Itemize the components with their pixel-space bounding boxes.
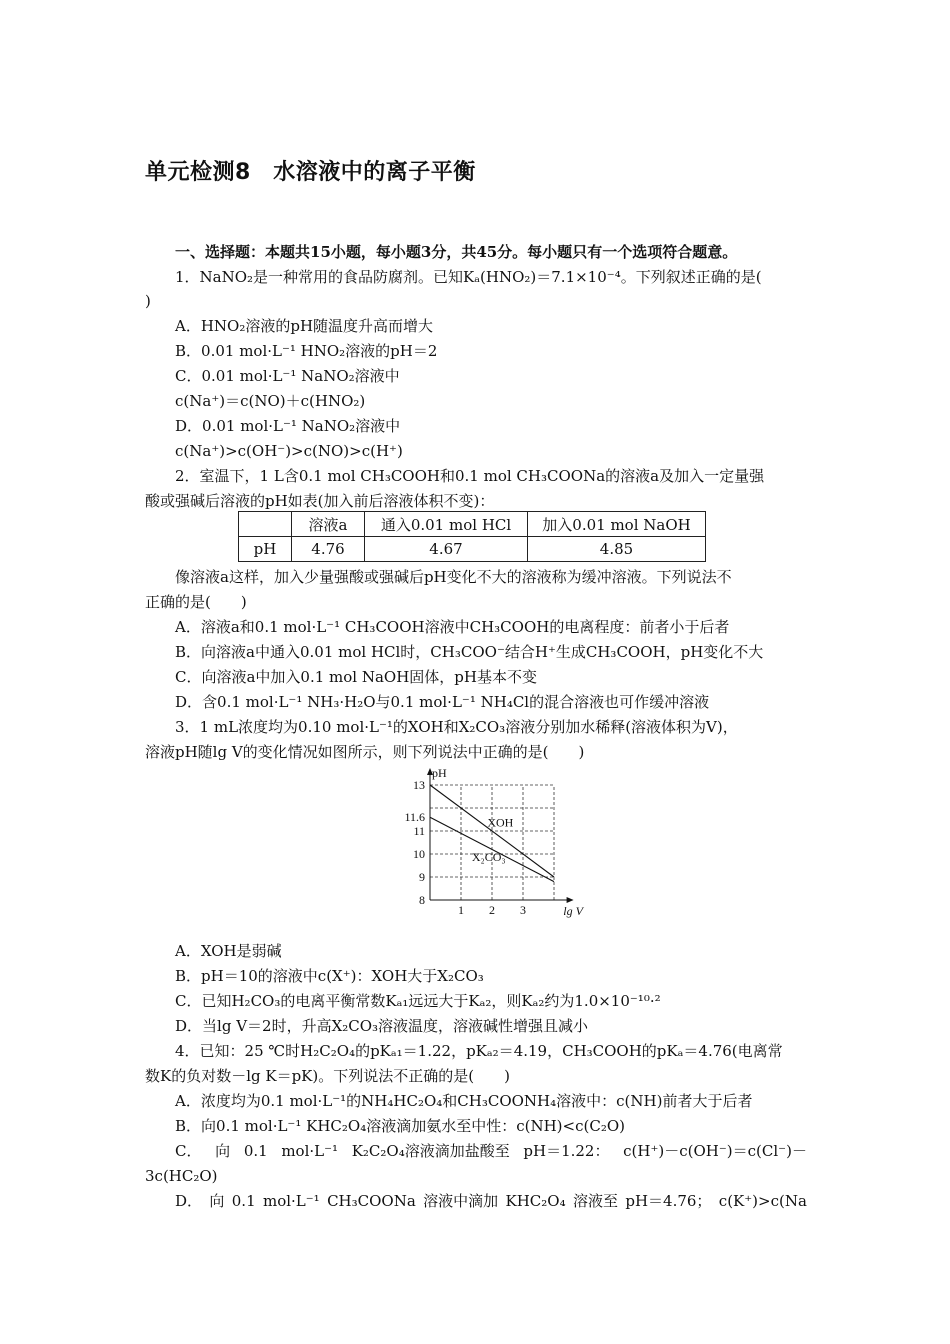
q4-stem-cont: 数K的负对数－lg K＝pK)。下列说法不正确的是( ) <box>145 1067 510 1085</box>
q2-option-a: A．溶液a和0.1 mol·L⁻¹ CH₃COOH溶液中CH₃COOH的电离程度：前者小于后者 <box>175 618 730 636</box>
y-tick-label: 11.6 <box>404 810 425 825</box>
q4-option-d-part: c(K⁺)>c(Na <box>718 1192 807 1210</box>
q4-option-d-part: 溶液中滴加 <box>423 1192 499 1210</box>
q4-option-a: A．浓度均为0.1 mol·L⁻¹的NH₄HC₂O₄和CH₃COONH₄溶液中：c(NH)前者大于后者 <box>175 1092 753 1110</box>
q2-buffer-text-cont: 正确的是( ) <box>145 593 247 611</box>
ph-table-header-cell: 加入0.01 mol NaOH <box>528 512 706 537</box>
y-tick-label: 10 <box>413 847 425 861</box>
q1-option-b: B．0.01 mol·L⁻¹ HNO₂溶液的pH＝2 <box>175 342 438 360</box>
q4-option-c-part: C． <box>175 1142 202 1160</box>
page-title: 单元检测8 水溶液中的离子平衡 <box>145 160 476 185</box>
q4-option-d-part: mol·L⁻¹ <box>262 1192 320 1210</box>
y-tick-label: 13 <box>413 778 425 792</box>
y-tick-label: 9 <box>419 870 425 884</box>
q4-option-d-part: 向 <box>209 1192 225 1210</box>
y-tick-label: 11 <box>413 824 425 838</box>
q4-option-d-part: 0.1 <box>231 1192 256 1210</box>
section-heading: 一、选择题：本题共15小题，每小题3分，共45分。每小题只有一个选项符合题意。 <box>175 243 738 261</box>
q4-option-c-part: c(H⁺)－c(OH⁻)＝c(Cl⁻)－ <box>623 1142 807 1160</box>
ph-table-row <box>239 537 706 562</box>
series-label-x2co3: X₂CO₃ <box>471 849 506 864</box>
q4-option-c-part: K₂C₂O₄溶液滴加盐酸至 <box>351 1142 510 1160</box>
ph-table-header-cell: 通入0.01 mol HCl <box>365 512 528 537</box>
ph-table-cell: 4.67 <box>365 537 528 562</box>
q4-option-d-part: KHC₂O₄ <box>505 1192 566 1210</box>
ph-table-cell: pH <box>239 537 292 562</box>
q3-option-d: D．当lg V＝2时，升高X₂CO₃溶液温度，溶液碱性增强且减小 <box>175 1017 589 1035</box>
ph-table-header-cell <box>239 512 292 537</box>
y-tick-label: 8 <box>419 893 425 907</box>
q2-option-b: B．向溶液a中通入0.01 mol HCl时，CH₃COO⁻结合H⁺生成CH₃COOH，pH变化不大 <box>175 643 764 661</box>
y-axis-label: pH <box>432 766 447 780</box>
q3-option-a: A．XOH是弱碱 <box>175 942 282 960</box>
x-axis-label: lg V <box>563 904 583 918</box>
q2-stem: 2．室温下，1 L含0.1 mol CH₃COOH和0.1 mol CH₃COONa的溶液a及加入一定量强 <box>175 467 765 485</box>
q4-option-c-part: 0.1 <box>243 1142 268 1160</box>
q4-option-b: B．向0.1 mol·L⁻¹ KHC₂O₄溶液滴加氨水至中性：c(NH)<c(C₂O) <box>175 1117 625 1135</box>
q3-stem-cont: 溶液pH随lg V的变化情况如图所示，则下列说法中正确的是( ) <box>145 743 585 761</box>
q1-option-c-formula: c(Na⁺)＝c(NO)＋c(HNO₂) <box>175 392 366 410</box>
q4-option-d-part: D． <box>175 1192 203 1210</box>
ph-table-cell: 4.76 <box>292 537 365 562</box>
ph-dilution-chart <box>395 765 595 925</box>
q1-stem-cont: ) <box>145 292 151 310</box>
q3-stem: 3．1 mL浓度均为0.10 mol·L⁻¹的XOH和X₂CO₃溶液分别加水稀释(溶液体积为V)， <box>175 718 738 736</box>
q4-option-d-part: 溶液至 <box>572 1192 618 1210</box>
q2-stem-cont: 酸或强碱后溶液的pH如表(加入前后溶液体积不变)： <box>145 492 495 510</box>
x-tick-label: 1 <box>458 903 464 917</box>
q4-option-d-part: CH₃COONa <box>327 1192 416 1210</box>
x-tick-label: 2 <box>489 903 495 917</box>
q1-option-d: D．0.01 mol·L⁻¹ NaNO₂溶液中 <box>175 417 401 435</box>
ph-table <box>238 511 706 562</box>
q4-stem: 4．已知：25 ℃时H₂C₂O₄的pKₐ₁＝1.22，pKₐ₂＝4.19，CH₃COOH的pKₐ＝4.76(电离常 <box>175 1042 783 1060</box>
q4-option-d <box>175 1192 807 1210</box>
q4-option-c-part: mol·L⁻¹ <box>281 1142 339 1160</box>
q2-buffer-text: 像溶液a这样，加入少量强酸或强碱后pH变化不大的溶液称为缓冲溶液。下列说法不 <box>175 568 732 586</box>
q1-stem: 1．NaNO₂是一种常用的食品防腐剂。已知Kₐ(HNO₂)＝7.1×10⁻⁴。下列叙述正确的是( <box>175 268 762 286</box>
x-tick-label: 3 <box>520 903 526 917</box>
q3-option-c: C．已知H₂CO₃的电离平衡常数Kₐ₁远远大于Kₐ₂，则Kₐ₂约为1.0×10⁻¹⁰·² <box>175 992 661 1010</box>
q4-option-c <box>175 1142 807 1160</box>
x-axis-arrow <box>567 897 574 903</box>
q3-option-b: B．pH＝10的溶液中c(X⁺)：XOH大于X₂CO₃ <box>175 967 484 985</box>
q4-option-c-part: pH＝1.22： <box>523 1142 610 1160</box>
q1-option-d-formula: c(Na⁺)>c(OH⁻)>c(NO)>c(H⁺) <box>175 442 403 460</box>
series-label-xoh: XOH <box>487 815 514 830</box>
q1-option-c: C．0.01 mol·L⁻¹ NaNO₂溶液中 <box>175 367 400 385</box>
ph-table-header-cell: 溶液a <box>292 512 365 537</box>
ph-table-cell: 4.85 <box>528 537 706 562</box>
q4-option-c-part: 向 <box>215 1142 231 1160</box>
q4-option-c-cont: 3c(HC₂O) <box>145 1167 218 1185</box>
q2-option-d: D．含0.1 mol·L⁻¹ NH₃·H₂O与0.1 mol·L⁻¹ NH₄Cl的混合溶液也可作缓冲溶液 <box>175 693 710 711</box>
q4-option-d-part: pH＝4.76； <box>625 1192 712 1210</box>
q1-option-a: A．HNO₂溶液的pH随温度升高而增大 <box>175 317 434 335</box>
ph-table-header-row <box>239 512 706 537</box>
q2-option-c: C．向溶液a中加入0.1 mol NaOH固体，pH基本不变 <box>175 668 537 686</box>
